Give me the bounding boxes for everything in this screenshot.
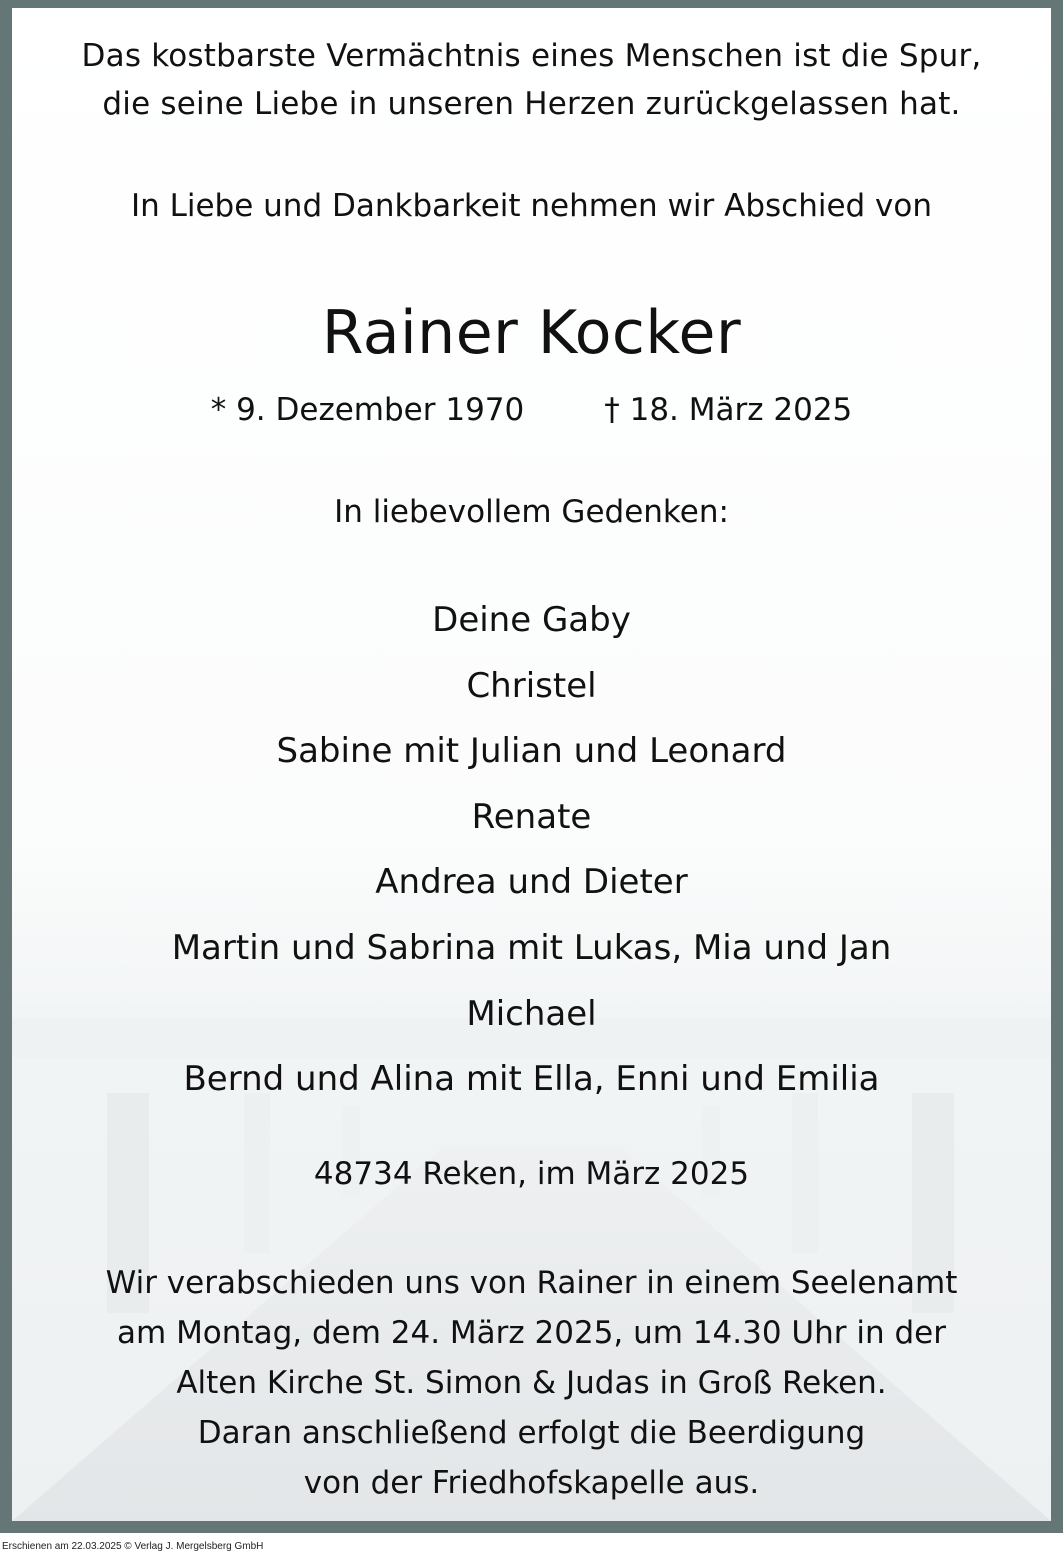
deceased-name: Rainer Kocker bbox=[321, 298, 742, 368]
mourner-line: Andrea und Dieter bbox=[375, 862, 688, 903]
motto-line: die seine Liebe in unseren Herzen zurückgelassen hat. bbox=[102, 86, 961, 122]
mourner-line: Michael bbox=[466, 993, 597, 1034]
place-and-date: 48734 Reken, im März 2025 bbox=[313, 1156, 750, 1192]
mourner-line: Sabine mit Julian und Leonard bbox=[276, 731, 787, 772]
memorial-heading: In liebevollem Gedenken: bbox=[334, 494, 729, 530]
mourners-list bbox=[12, 588, 1051, 1113]
death-date: † 18. März 2025 bbox=[604, 392, 853, 428]
life-dates bbox=[12, 392, 1051, 428]
farewell-intro: In Liebe und Dankbarkeit nehmen wir Abschied von bbox=[130, 188, 933, 224]
mourner-line: Martin und Sabrina mit Lukas, Mia und Jan bbox=[171, 927, 892, 968]
funeral-service-info bbox=[12, 1258, 1051, 1508]
mourner-line: Bernd und Alina mit Ella, Enni und Emilia bbox=[183, 1059, 880, 1100]
service-line: von der Friedhofskapelle aus. bbox=[303, 1465, 760, 1501]
service-line: am Montag, dem 24. März 2025, um 14.30 Uhr in der bbox=[117, 1315, 946, 1351]
service-line: Alten Kirche St. Simon & Judas in Groß Reken. bbox=[176, 1365, 887, 1401]
service-line: Daran anschließend erfolgt die Beerdigung bbox=[197, 1415, 866, 1451]
mourner-line: Christel bbox=[466, 665, 597, 706]
publication-footer: Erschienen am 22.03.2025 © Verlag J. Mergelsberg GmbH bbox=[2, 1541, 264, 1552]
birth-date: * 9. Dezember 1970 bbox=[210, 392, 525, 428]
motto-line: Das kostbarste Vermächtnis eines Menschen ist die Spur, bbox=[81, 38, 982, 74]
mourner-line: Deine Gaby bbox=[432, 600, 631, 640]
motto-quote bbox=[12, 32, 1051, 128]
service-line: Wir verabschieden uns von Rainer in einem Seelenamt bbox=[105, 1265, 958, 1301]
mourner-line: Renate bbox=[471, 796, 592, 837]
